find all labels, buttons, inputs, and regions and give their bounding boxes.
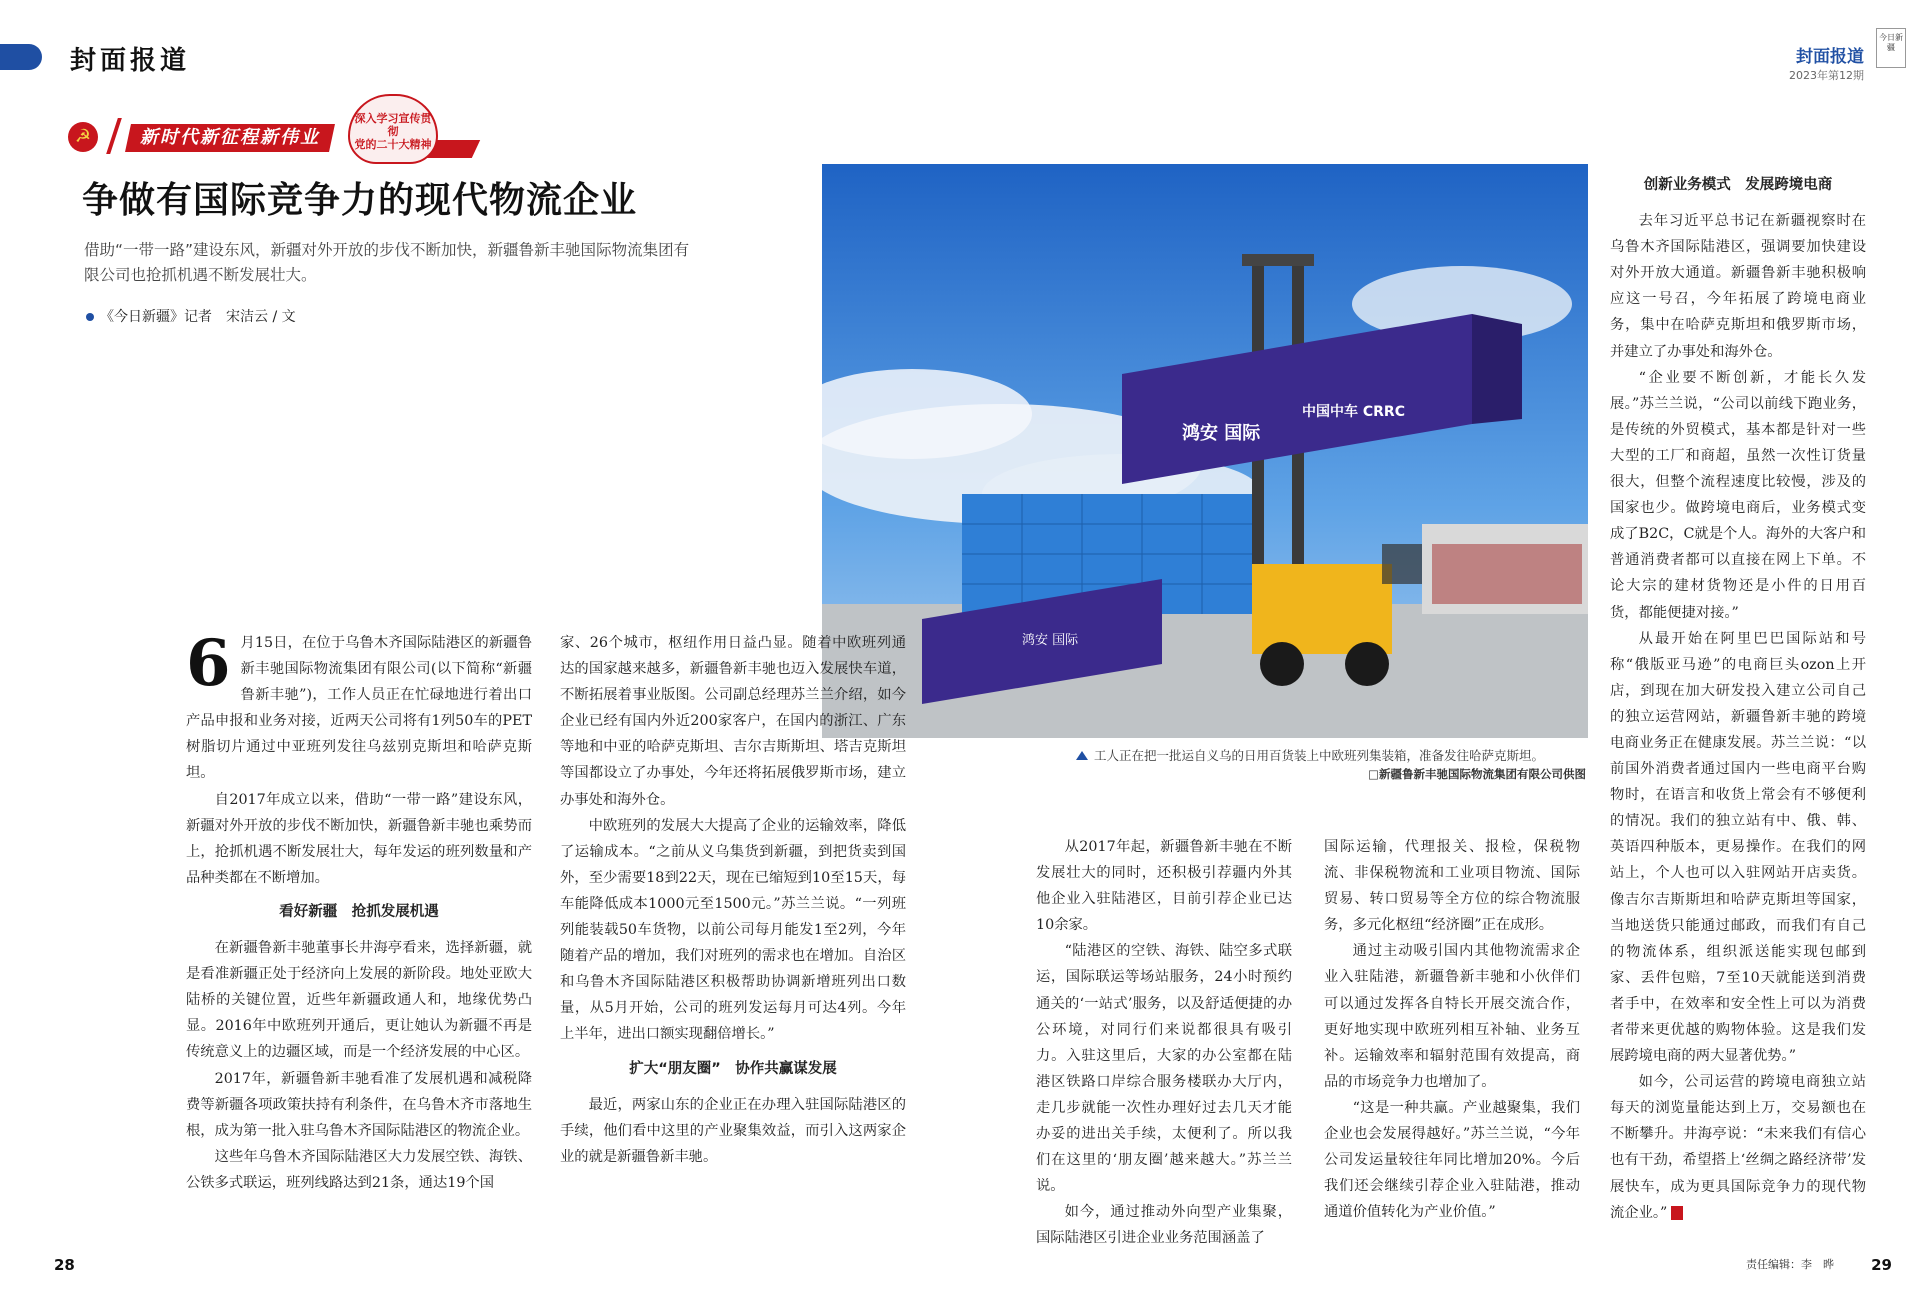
paragraph: 自2017年成立以来，借助“一带一路”建设东风，新疆对外开放的步伐不断加快，新疆鲁新丰驰也乘势而上，抢抓机遇不断发展壮大，每年发运的班列数量和产品种类都在不断增加。: [186, 791, 532, 886]
photo-credit: □新疆鲁新丰驰国际物流集团有限公司供图: [1368, 767, 1586, 781]
paragraph: 2017年，新疆鲁新丰驰看准了发展机遇和减税降费等新疆各项政策扶持有利条件，在乌鲁木齐市落地生根，成为第一批入驻乌鲁木齐国际陆港区的物流企业。: [186, 1070, 532, 1139]
article-column-4: [1324, 834, 1580, 1225]
paragraph: 家、26个城市，枢纽作用日益凸显。随着中欧班列通达的国家越来越多，新疆鲁新丰驰也迈入发展快车道，不断拓展着事业版图。公司副总经理苏兰兰介绍，如今企业已经有国内外近200家客户，在国内的浙江、广东等地和中亚的哈萨克斯坦、吉尔吉斯斯坦、塔吉克斯坦等国都设立了办事处，今年还将拓展俄罗斯市场，建立办事处和海外仓。: [560, 635, 906, 808]
byline-text: 《今日新疆》记者 宋洁云 / 文: [100, 309, 296, 325]
page-number-right: 29: [1871, 1256, 1892, 1274]
paragraph: 月15日，在位于乌鲁木齐国际陆港区的新疆鲁新丰驰国际物流集团有限公司(以下简称“新疆鲁新丰驰”)，工作人员正在忙碌地进行着出口产品申报和业务对接，近两天公司将有1列50车的PET树脂切片通过中亚班列发往乌兹别克斯坦和哈萨克斯坦。: [186, 635, 532, 782]
dropcap: 6: [186, 626, 231, 701]
slogan-text: 新时代新征程新伟业: [140, 127, 320, 148]
article-column-2: [560, 630, 906, 1170]
subheading: 扩大“朋友圈” 协作共赢谋发展: [629, 1060, 837, 1077]
article-column-5: [1610, 172, 1866, 1226]
upper-container-brand: 鸿安 国际: [1182, 423, 1261, 444]
section-tab-marker: [0, 44, 42, 70]
bullet-icon: [86, 313, 94, 321]
issue-number: 2023年第12期: [1789, 69, 1864, 82]
end-mark-icon: [1671, 1206, 1683, 1220]
photo-caption: [1076, 746, 1544, 764]
paragraph: 最近，两家山东的企业正在办理入驻国际陆港区的手续，他们看中这里的产业聚集效益，而引入这两家企业的就是新疆鲁新丰驰。: [560, 1096, 906, 1165]
responsible-editor: 责任编辑：李 晔: [1746, 1258, 1834, 1271]
section-title: 封面报道: [70, 46, 191, 76]
subheading: 看好新疆 抢抓发展机遇: [279, 903, 439, 920]
paragraph: 通过主动吸引国内其他物流需求企业入驻陆港，新疆鲁新丰驰和小伙伴们可以通过发挥各自特长开展交流合作，更好地实现中欧班列相互补轴、业务互补。运输效率和辐射范围有效提高，商品的市场竞争力也增加了。: [1324, 943, 1580, 1090]
paragraph: 如今，通过推动外向型产业集聚，国际陆港区引进企业业务范围涵盖了: [1036, 1204, 1292, 1247]
paragraph: 从最开始在阿里巴巴国际站和号称“俄版亚马逊”的电商巨头ozon上开店，到现在加大研发投入建立公司自己的独立运营网站，新疆鲁新丰驰的跨境电商业务正在健康发展。苏兰兰说：“以前国外消费者通过国内一些电商平台购物时，在语言和收货上常会有不够便利的情况。我们的独立站有中、俄、韩、英语四种版本，更易操作。在我们的网站上，个人也可以入驻网站开店卖货。像吉尔吉斯斯坦和哈萨克斯坦等国家，当地送货只能通过邮政，而我们有自己的物流体系，组织派送能实现包邮到家、丢件包赔，7至10天就能送到消费者手中，在效率和安全性上可以为消费者带来更优越的购物体验。这是我们发展跨境电商的两大显著优势。”: [1610, 630, 1866, 1065]
paragraph: 国际运输，代理报关、报检，保税物流、非保税物流和工业项目物流、国际贸易、转口贸易等全方位的综合物流服务，多元化枢纽“经济圈”正在成形。: [1324, 839, 1580, 934]
seal-line-1: 深入学习宣传贯彻: [354, 112, 432, 138]
party-emblem-icon: ☭: [68, 122, 98, 152]
article-photo: [822, 164, 1588, 738]
paragraph: “这是一种共赢。产业越聚集，我们企业也会发展得越好。”苏兰兰说，“今年公司发运量较往年同比增加20%。今后我们还会继续引荐企业入驻陆港，推动通道价值转化为产业价值。”: [1324, 1099, 1580, 1221]
magazine-header: [1789, 42, 1864, 83]
paragraph-text: 如今，公司运营的跨境电商独立站每天的浏览量能达到上万，交易额也在不断攀升。井海亭说：“未来我们有信心也有干劲，希望搭上‘丝绸之路经济带’发展快车，成为更具国际竞争力的现代物流企业。”: [1610, 1074, 1866, 1221]
paragraph: 这些年乌鲁木齐国际陆港区大力发展空铁、海铁、公铁多式联运，班列线路达到21条，通达19个国: [186, 1148, 532, 1191]
paragraph: “陆港区的空铁、海铁、陆空多式联运，国际联运等场站服务，24小时预约通关的‘一站式’服务，以及舒适便捷的办公环境，对同行们来说都很具有吸引力。入驻这里后，大家的办公室都在陆港区铁路口岸综合服务楼联办大厅内，走几步就能一次性办理好过去几天才能办妥的进出关手续，太便利了。所以我们在这里的‘朋友圈’越来越大。”苏兰兰说。: [1036, 943, 1292, 1195]
container-yard-illustration: [822, 164, 1588, 738]
paragraph: 中欧班列的发展大大提高了企业的运输效率，降低了运输成本。“之前从义乌集货到新疆，到把货卖到国外，至少需要18到22天，现在已缩短到10至15天，每车能降低成本1000元至1500元。”苏兰兰说。“一列班列能装载50车货物，以前公司每月能发1至2列，今年随着产品的增加，我们对班列的需求也在增加。自治区和乌鲁木齐国际陆港区积极帮助协调新增班列出口数量，从5月开始，公司的班列发运每月可达4列。今年上半年，进出口额实现翻倍增长。”: [560, 817, 906, 1043]
article-column-1: [186, 626, 532, 1196]
magazine-logo: 今日新疆: [1876, 28, 1906, 68]
caption-triangle-icon: [1076, 751, 1088, 760]
banner-slash: [106, 118, 122, 154]
paragraph: 去年习近平总书记在新疆视察时在乌鲁木齐国际陆港区，强调要加快建设对外开放大通道。新疆鲁新丰驰积极响应这一号召，今年拓展了跨境电商业务，集中在哈萨克斯坦和俄罗斯市场，并建立了办事处和海外仓。: [1610, 213, 1866, 360]
photo-caption-text: 工人正在把一批运自义乌的日用百货装上中欧班列集装箱，准备发往哈萨克斯坦。: [1094, 748, 1545, 763]
article-lead: 借助“一带一路”建设东风，新疆对外开放的步伐不断加快，新疆鲁新丰驰国际物流集团有限公司也抢抓机遇不断发展壮大。: [84, 241, 690, 284]
paragraph: “企业要不断创新，才能长久发展。”苏兰兰说，“公司以前线下跑业务，是传统的外贸模式，基本都是针对一些大型的工厂和商超，虽然一次性订货量很大，但整个流程速度比较慢，涉及的国家也少。做跨境电商后，业务模式变成了B2C，C就是个人。海外的大客户和普通消费者都可以直接在网上下单。不论大宗的建材货物还是小件的日用百货，都能便捷对接。”: [1610, 369, 1866, 621]
lower-container-brand: 鸿安 国际: [1022, 633, 1079, 648]
paragraph: 在新疆鲁新丰驰董事长井海亭看来，选择新疆，就是看准新疆正处于经济向上发展的新阶段。地处亚欧大陆桥的关键位置，近些年新疆政通人和，地缘优势凸显。2016年中欧班列开通后，更让她认为新疆不再是传统意义上的边疆区域，而是一个经济发展的中心区。: [186, 940, 532, 1061]
magazine-name: 封面报道: [1796, 47, 1864, 67]
campaign-seal: [348, 94, 438, 164]
article-column-3: [1036, 834, 1292, 1252]
byline: [86, 306, 296, 326]
paragraph: 从2017年起，新疆鲁新丰驰在不断发展壮大的同时，还积极引荐疆内外其他企业入驻陆港区，目前引荐企业已达10余家。: [1036, 839, 1292, 934]
seal-line-2: 党的二十大精神: [354, 138, 432, 151]
upper-container-crrc: 中国中车 CRRC: [1302, 404, 1405, 420]
subheading: 创新业务模式 发展跨境电商: [1643, 177, 1833, 193]
page-number-left: 28: [54, 1256, 75, 1274]
slogan-banner: [125, 124, 335, 152]
paragraph: [1610, 1069, 1866, 1226]
article-title: 争做有国际竞争力的现代物流企业: [82, 180, 638, 221]
